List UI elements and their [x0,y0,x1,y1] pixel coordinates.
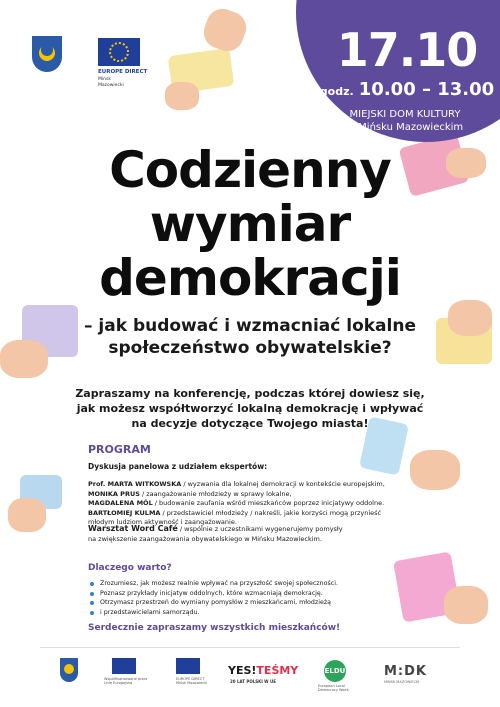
eldu-logo: ELDU [324,660,346,682]
coat-of-arms-footer-logo [60,658,78,682]
list-item: Poznasz przykłady inicjatyw oddolnych, które wzmacniają demokrację. [88,589,408,599]
eu-flag-footer-logo [112,658,136,674]
speaker-item: MONIKA PRUS / zaangażowanie młodzieży w sprawy lokalne, [88,489,292,498]
yes-testesmy-caption: 20 LAT POLSKI W UE [230,679,276,684]
speaker-item-cont: młodym ludziom aktywność i zaangażowanie. [88,518,237,526]
list-item-cont: i przedstawicielami samorządu. [88,608,408,618]
eu-cofinanced-caption: Współfinansowane przez Unię Europejską [104,677,148,685]
event-venue: MIEJSKI DOM KULTURY w Mińsku Mazowieckim [346,109,464,133]
list-item: Otrzymasz przestrzeń do wymiany pomysłów z mieszkańcami, młodzieżą [88,598,408,608]
coat-of-arms-logo [32,36,62,72]
speaker-item: BARTŁOMIEJ KULMA / przedstawiciel młodzieży / nakreśli, jakie korzyści mogą przynieść [88,508,382,517]
eu-flag-logo [98,38,140,66]
poster-title: Codzienny wymiar demokracji [99,141,401,307]
speaker-item: Prof. MARTA WITKOWSKA / wyzwania dla lokalnej demokracji w kontekście europejskim, [88,480,385,488]
europe-direct-footer-caption: EUROPE DIRECT Mińsk Mazowiecki [176,677,208,685]
benefit-list [88,579,408,617]
yes-testesmy-logo: YES!TEŚMY [228,664,299,677]
speaker-item: MAGDALENA MÓL / budowanie zaufania wśród mieszkańców poprzez inicjatywy oddolne. [88,499,385,507]
europe-direct-footer-logo [176,658,200,674]
mdk-caption: MIŃSK MAZOWIECKI [384,680,420,684]
europe-direct-location: Mińsk Mazowiecki [98,77,124,88]
hand-illustration-top [199,4,250,55]
hand-illustration-top-2 [165,82,199,110]
hand-illustration-bottom-right [444,586,488,624]
speaker-list [88,480,468,528]
program-heading: PROGRAM [88,443,151,456]
list-item: Zrozumiesz, jak możesz realnie wpływać na przyszłość swojej społeczności. [88,579,408,589]
eldu-caption: European Local Democracy Week [318,684,349,692]
why-heading: Dlaczego warto? [88,563,172,573]
event-hours: w godz. 10.00 – 13.00 [305,79,495,100]
poster-subtitle: – jak budować i wzmacniać lokalne społeczeństwo obywatelskie? [84,316,416,358]
panel-heading: Dyskusja panelowa z udziałem ekspertów: [88,462,268,471]
crescent-icon [41,44,53,56]
mdk-logo: M:DK [384,664,427,679]
closing-invitation: Serdecznie zapraszamy wszystkich mieszkańców! [88,623,341,633]
invitation-text: Zapraszamy na konferencję, podczas której dowiesz się, jak możesz współtworzyć lokalną demokrację i wpływać na decyzje dotyczące Twojego miasta! [75,387,425,430]
event-date: 17.10 [336,23,478,77]
workshop-block: Warsztat Word Café / wspólnie z uczestnikami wygenerujemy pomysły na zwiększenie zaangażowania obywatelskiego w Mińsku Mazowieckim. [88,524,343,543]
footer-divider [40,647,460,648]
hand-illustration-left-2 [8,498,46,532]
europe-direct-name: EUROPE DIRECT [98,69,148,75]
